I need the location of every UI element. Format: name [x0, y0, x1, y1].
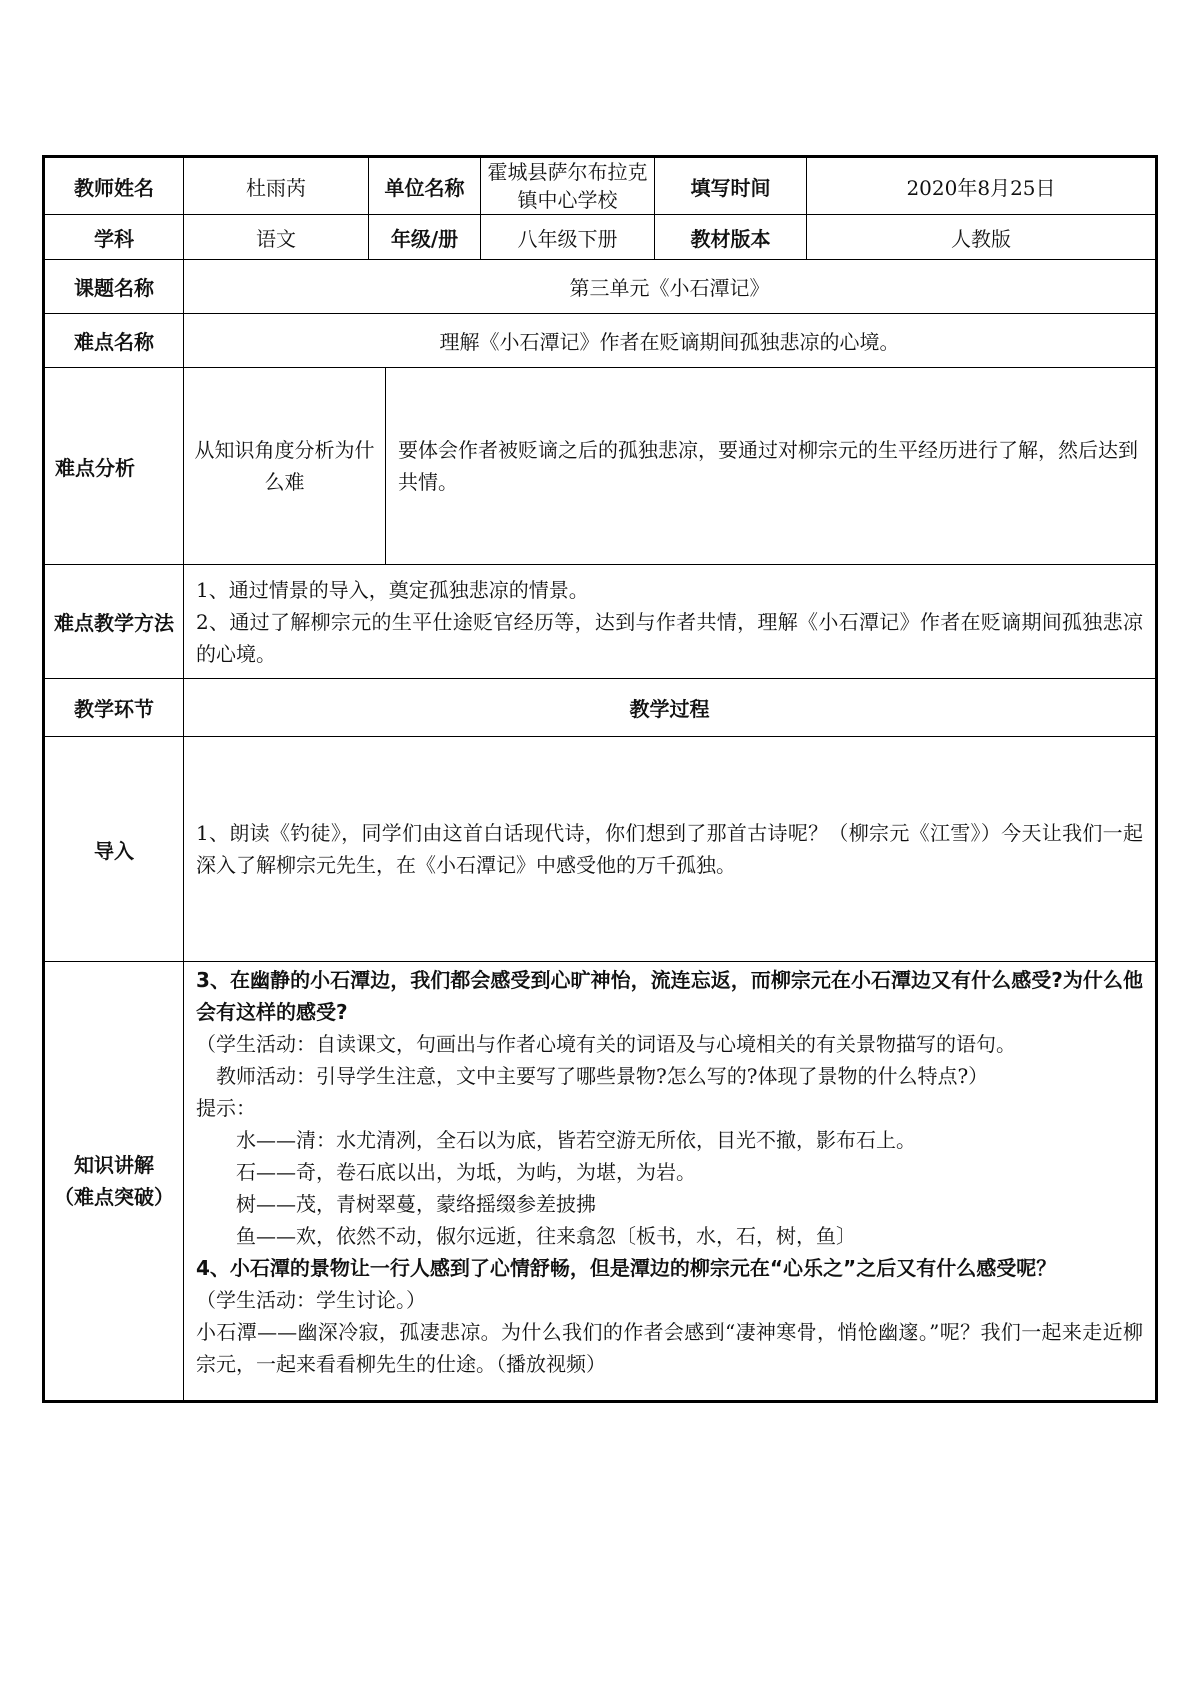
- row-intro: [44, 737, 1157, 962]
- knowledge-student-activity-1: （学生活动：自读课文，句画出与作者心境有关的词语及与心境相关的有关景物描写的语句。: [196, 1032, 1016, 1056]
- row-method: [44, 565, 1157, 679]
- row-difficulty: [44, 314, 1157, 368]
- intro-value: 1、朗读《钓徒》，同学们由这首白话现代诗，你们想到了那首古诗呢？（柳宗元《江雪》）今天让我们一起深入了解柳宗元先生，在《小石潭记》中感受他的万千孤独。: [184, 737, 1157, 962]
- analysis-sub-label: 从知识角度分析为什么难: [184, 368, 386, 564]
- topic-value: 第三单元《小石潭记》: [184, 260, 1157, 314]
- edition-value: 人教版: [807, 215, 1157, 260]
- difficulty-label: 难点名称: [44, 314, 184, 368]
- row-analysis: [44, 368, 1157, 565]
- date-label: 填写时间: [655, 157, 807, 215]
- row-subject: [44, 215, 1157, 260]
- teacher-label: 教师姓名: [44, 157, 184, 215]
- knowledge-hint-fish: 鱼——欢，依然不动，俶尔远逝，往来翕忽〔板书，水，石，树，鱼〕: [236, 1224, 856, 1248]
- method-line-2: 2、通过了解柳宗元的生平仕途贬官经历等，达到与作者共情，理解《小石潭记》作者在贬谪期间孤独悲凉的心境。: [196, 609, 1143, 666]
- method-label: 难点教学方法: [44, 565, 184, 679]
- topic-label: 课题名称: [44, 260, 184, 314]
- knowledge-hint-label: 提示：: [196, 1096, 256, 1120]
- knowledge-hint-water: 水——清：水尤清冽，全石以为底，皆若空游无所依，目光不撤，影布石上。: [236, 1128, 916, 1152]
- knowledge-hint-stone: 石——奇，卷石底以出，为坻，为屿，为堪，为岩。: [236, 1160, 696, 1184]
- knowledge-content: [184, 962, 1157, 1402]
- grade-label: 年级/册: [369, 215, 481, 260]
- knowledge-teacher-activity: 教师活动：引导学生注意，文中主要写了哪些景物?怎么写的?体现了景物的什么特点?）: [216, 1064, 989, 1088]
- teacher-value: 杜雨芮: [184, 157, 369, 215]
- analysis-value: 要体会作者被贬谪之后的孤独悲凉，要通过对柳宗元的生平经历进行了解，然后达到共情。: [398, 438, 1138, 494]
- unit-label: 单位名称: [369, 157, 481, 215]
- knowledge-q3: 3、在幽静的小石潭边，我们都会感受到心旷神怡，流连忘返，而柳宗元在小石潭边又有什么感受?为什么他会有这样的感受?: [196, 968, 1143, 1024]
- process-header-value: 教学过程: [184, 679, 1157, 737]
- subject-value: 语文: [184, 215, 369, 260]
- difficulty-value: 理解《小石潭记》作者在贬谪期间孤独悲凉的心境。: [184, 314, 1157, 368]
- row-topic: [44, 260, 1157, 314]
- row-process-header: [44, 679, 1157, 737]
- knowledge-hint-tree: 树——茂，青树翠蔓，蒙络摇缀参差披拂: [236, 1192, 596, 1216]
- knowledge-student-activity-2: （学生活动：学生讨论。）: [196, 1288, 426, 1312]
- knowledge-label-line2: （难点突破）: [54, 1185, 174, 1209]
- knowledge-label: [44, 962, 184, 1402]
- row-knowledge: [44, 962, 1157, 1402]
- analysis-inner: [184, 368, 1155, 564]
- method-content: [184, 565, 1157, 679]
- unit-value: 霍城县萨尔布拉克镇中心学校: [481, 157, 655, 215]
- knowledge-label-line1: 知识讲解: [74, 1153, 154, 1177]
- grade-value: 八年级下册: [481, 215, 655, 260]
- knowledge-conclusion: 小石潭——幽深冷寂，孤凄悲凉。为什么我们的作者会感到“凄神寒骨，悄怆幽邃。”呢？我们一起来走近柳宗元，一起来看看柳先生的仕途。（播放视频）: [196, 1320, 1143, 1376]
- knowledge-q4: 4、小石潭的景物让一行人感到了心情舒畅，但是潭边的柳宗元在“心乐之”之后又有什么感受呢？: [196, 1256, 1057, 1280]
- lesson-plan-form: [42, 155, 1155, 1403]
- edition-label: 教材版本: [655, 215, 807, 260]
- process-header-label: 教学环节: [44, 679, 184, 737]
- date-value: 2020年8月25日: [807, 157, 1157, 215]
- subject-label: 学科: [44, 215, 184, 260]
- method-line-1: 1、通过情景的导入，奠定孤独悲凉的情景。: [196, 577, 589, 602]
- analysis-label: 难点分析: [44, 368, 184, 565]
- lesson-plan-table: [42, 155, 1158, 1403]
- row-teacher: [44, 157, 1157, 215]
- intro-label: 导入: [44, 737, 184, 962]
